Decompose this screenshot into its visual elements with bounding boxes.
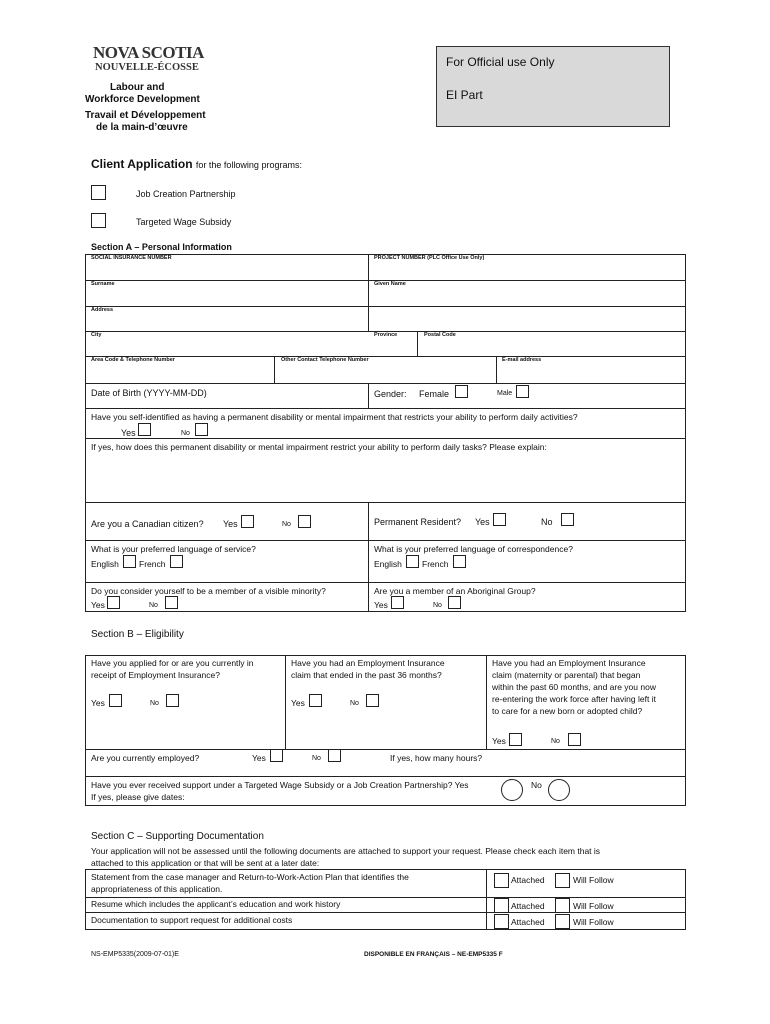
title-sub: for the following programs: [195,160,302,170]
checkbox-resume-will-follow[interactable] [555,898,570,913]
checkbox-minority-yes[interactable] [107,596,120,609]
pr-yes-label: Yes [475,517,490,527]
checkbox-targeted-wage[interactable] [91,213,106,228]
page-title [91,157,302,171]
email-label: E-mail address [502,357,542,363]
gender-label: Gender: [374,389,407,399]
minority-question: Do you consider yourself to be a member of a visible minority? [91,586,326,596]
phone-label: Area Code & Telephone Number [91,357,175,363]
given-name-input[interactable] [369,288,685,305]
doc-statement-line2: appropriateness of this application. [91,884,223,894]
pr-question: Permanent Resident? [374,517,462,527]
ei-36-no-label: No [350,700,359,707]
french-availability: DISPONIBLE EN FRANÇAIS – NE-EMP5335 F [364,951,503,958]
dept-name-line1: Labour and [110,82,165,93]
pr-no-label: No [541,517,553,527]
ei-60-q-line5: to care for a new born or adopted child? [492,706,643,716]
dept-name-line4: de la main-d’œuvre [96,122,188,133]
minority-yes-label: Yes [91,600,105,610]
ei-60-q-line1: Have you had an Employment Insurance [492,658,646,668]
checkbox-statement-attached[interactable] [494,873,509,888]
logo-subtext: NOUVELLE-ÉCOSSE [95,62,199,73]
checkbox-ei-60-no[interactable] [568,733,581,746]
section-c-intro-line1: Your application will not be assessed until the following documents are attached to support your request. Please check each item that is [91,846,601,856]
support-question: Have you ever received support under a Targeted Wage Subsidy or a Job Creation Partnership? Yes [91,780,469,790]
citizen-question: Are you a Canadian citizen? [91,519,204,529]
checkbox-costs-will-follow[interactable] [555,914,570,929]
doc-additional-costs: Documentation to support request for additional costs [91,915,293,925]
lang-corr-english-label: English [374,559,402,569]
program-label-targeted-wage: Targeted Wage Subsidy [136,217,232,227]
checkbox-disability-no[interactable] [195,423,208,436]
disability-yes-label: Yes [121,428,136,438]
costs-attached-label: Attached [511,917,545,927]
city-label: City [91,332,102,338]
disability-question: Have you self-identified as having a permanent disability or mental impairment that restricts your ability to perform daily activities? [91,412,578,422]
checkbox-aboriginal-yes[interactable] [391,596,404,609]
ei-36-yes-label: Yes [291,698,305,708]
checkbox-ei-receipt-yes[interactable] [109,694,122,707]
ei-36-q-line1: Have you had an Employment Insurance [291,658,445,668]
checkbox-citizen-no[interactable] [298,515,311,528]
checkbox-ei-receipt-no[interactable] [166,694,179,707]
ei-36-q-line2: claim that ended in the past 36 months? [291,670,442,680]
ei-60-q-line2: claim (maternity or parental) that began [492,670,641,680]
dept-name-line2: Workforce Development [85,94,200,105]
checkbox-female[interactable] [455,385,468,398]
official-use-label: For Official use Only [446,55,555,69]
sin-input[interactable] [86,262,367,279]
lang-corr-question: What is your preferred language of correspondence? [374,544,573,554]
aboriginal-question: Are you a member of an Aboriginal Group? [374,586,536,596]
aboriginal-yes-label: Yes [374,600,388,610]
checkbox-resume-attached[interactable] [494,898,509,913]
given-name-label: Given Name [374,281,406,287]
radio-support-yes[interactable] [501,779,523,801]
program-label-job-creation: Job Creation Partnership [136,189,236,199]
dept-name-line3: Travail et Développement [85,110,206,121]
city-input[interactable] [86,339,367,355]
other-phone-label: Other Contact Telephone Number [281,357,369,363]
section-b-heading: Section B – Eligibility [91,629,184,640]
checkbox-minority-no[interactable] [165,596,178,609]
statement-will-follow-label: Will Follow [573,875,614,885]
doc-statement-line1: Statement from the case manager and Return-to-Work-Action Plan that identifies the [91,872,409,882]
ei-60-no-label: No [551,738,560,745]
checkbox-citizen-yes[interactable] [241,515,254,528]
disability-explain-input[interactable] [86,455,685,501]
lang-service-english-label: English [91,559,119,569]
checkbox-employed-no[interactable] [328,749,341,762]
checkbox-disability-yes[interactable] [138,423,151,436]
checkbox-ei-60-yes[interactable] [509,733,522,746]
costs-will-follow-label: Will Follow [573,917,614,927]
checkbox-pr-no[interactable] [561,513,574,526]
disability-explain-label: If yes, how does this permanent disability or mental impairment restrict your ability to perform daily tasks? Please explain: [91,442,547,452]
checkbox-employed-yes[interactable] [270,749,283,762]
title-main: Client Application [91,157,193,171]
checkbox-costs-attached[interactable] [494,914,509,929]
employed-yes-label: Yes [252,753,266,763]
dob-label: Date of Birth (YYYY-MM-DD) [91,388,207,398]
ei-receipt-q-line2: receipt of Employment Insurance? [91,670,220,680]
ei-receipt-no-label: No [150,700,159,707]
ei-part-label: EI Part [446,88,483,102]
support-no-label: No [531,780,542,790]
checkbox-job-creation[interactable] [91,185,106,200]
province-label: Province [374,332,398,338]
checkbox-ei-36-yes[interactable] [309,694,322,707]
ei-60-yes-label: Yes [492,736,506,746]
disability-no-label: No [181,430,190,437]
ei-receipt-yes-label: Yes [91,698,105,708]
resume-will-follow-label: Will Follow [573,901,614,911]
checkbox-service-french[interactable] [170,555,183,568]
lang-service-question: What is your preferred language of service? [91,544,256,554]
checkbox-male[interactable] [516,385,529,398]
statement-attached-label: Attached [511,875,545,885]
male-label: Male [497,390,513,397]
section-a-heading: Section A – Personal Information [91,242,232,252]
ei-receipt-q-line1: Have you applied for or are you currently in [91,658,254,668]
citizen-no-label: No [282,521,291,528]
lang-service-french-label: French [139,559,166,569]
checkbox-corr-french[interactable] [453,555,466,568]
female-label: Female [419,389,450,399]
surname-input[interactable] [86,288,367,305]
citizen-yes-label: Yes [223,519,238,529]
sin-label: SOCIAL INSURANCE NUMBER [91,255,172,261]
project-number-label: PROJECT NUMBER (PLC Office Use Only) [374,255,485,261]
aboriginal-no-label: No [433,602,442,609]
address-input[interactable] [86,314,685,330]
hours-label: If yes, how many hours? [390,753,483,763]
postal-code-label: Postal Code [424,332,456,338]
employed-no-label: No [312,755,321,762]
surname-label: Surname [91,281,115,287]
checkbox-corr-english[interactable] [406,555,419,568]
logo-text: NOVA SCOTIA [93,43,204,62]
checkbox-service-english[interactable] [123,555,136,568]
ei-60-q-line3: within the past 60 months, and are you now [492,682,656,692]
minority-no-label: No [149,602,158,609]
doc-resume: Resume which includes the applicant’s education and work history [91,899,341,909]
resume-attached-label: Attached [511,901,545,911]
support-dates-label: If yes, please give dates: [91,792,185,802]
checkbox-pr-yes[interactable] [493,513,506,526]
section-c-intro-line2: attached to this application or that will be sent at a later date: [91,858,320,868]
radio-support-no[interactable] [548,779,570,801]
address-label: Address [91,307,114,313]
form-number: NS-EMP5335(2009-07-01)E [91,951,179,958]
checkbox-ei-36-no[interactable] [366,694,379,707]
ei-60-q-line4: re-entering the work force after having left it [492,694,656,704]
employed-question: Are you currently employed? [91,753,200,763]
lang-corr-french-label: French [422,559,449,569]
section-c-heading: Section C – Supporting Documentation [91,831,264,842]
checkbox-statement-will-follow[interactable] [555,873,570,888]
checkbox-aboriginal-no[interactable] [448,596,461,609]
